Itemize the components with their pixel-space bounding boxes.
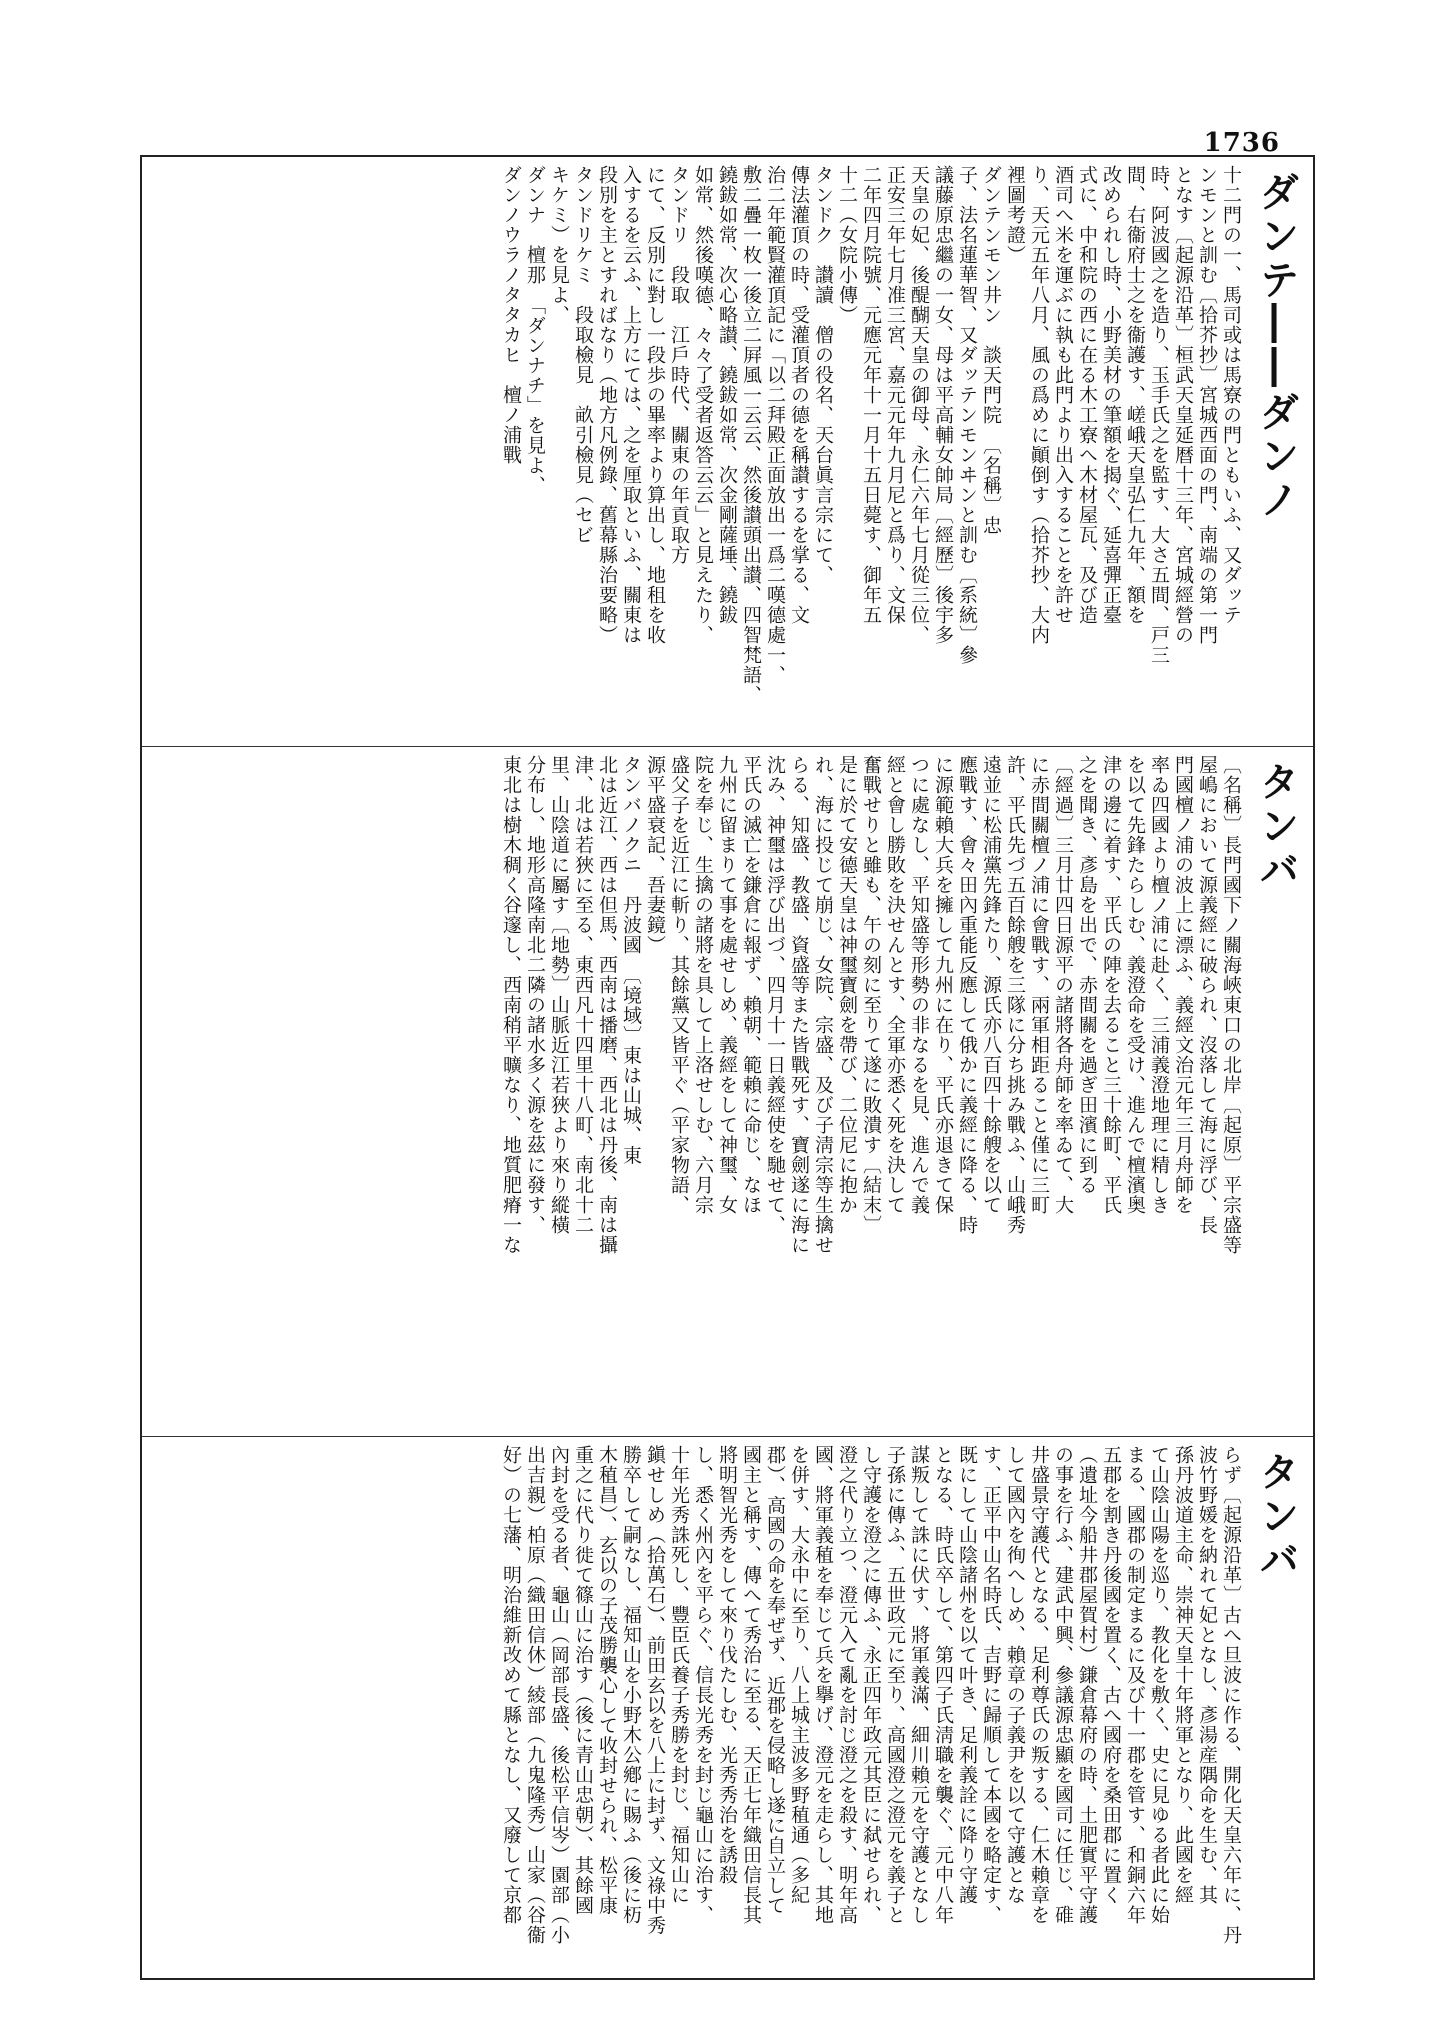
text-line: 門國檀ノ浦の波上に漂ふ、義經文治元年三月舟師を <box>1172 755 1194 1215</box>
entry-head-line: タンドク 讃讀 僧の役名、天台眞言宗にて、 <box>812 165 834 585</box>
text-line: 九州に留まりて事を處せしめ、義經をして神璽、女 <box>716 755 738 1215</box>
text-line: す、正平中山名時氏、吉野に歸順して本國を略定す、 <box>980 1445 1002 1925</box>
text-line: を併す、大永中に至り、八上城主波多野稙通（多紀 <box>788 1445 810 1905</box>
entry-head-line: タンドリ 段取 江戶時代、關東の年貢取方 <box>668 165 690 565</box>
section-3 <box>142 1437 1313 1982</box>
text-line: ンモンと訓む〔拾芥抄〕宮城西面の門、南端の第一門 <box>1196 165 1218 645</box>
text-line: 應戰す、會々田內重能反應して俄かに義經に降る、時 <box>956 755 978 1235</box>
text-line: まる、國郡の制定まるに及び十一郡を管す、和銅六年 <box>1124 1445 1146 1925</box>
text-line: 澄之代り立つ、澄元入て亂を討じ澄之を殺す、明年高 <box>836 1445 858 1925</box>
text-line: らる、知盛、教盛、資盛等また皆戰死す、寶劍遂に海に <box>788 755 810 1255</box>
text-line: し、悉く州內を平らぐ、信長光秀を封じ龜山に治す、 <box>692 1445 714 1925</box>
text-line: り、天元五年八月、風の爲めに顚倒す（拾芥抄、大内 <box>1028 165 1050 645</box>
text-line: 〔名稱〕長門國下ノ關海峽東口の北岸〔起原〕平宗盛等 <box>1220 755 1242 1255</box>
text-line: 〔經過〕三月廿四日源平の諸將各舟師を率ゐて、大 <box>1052 755 1074 1215</box>
text-line: に源範賴大兵を擁して九州に在り、平氏亦退きて保 <box>932 755 954 1215</box>
text-line: 許、平氏先づ五百餘艘を三隊に分ち挑み戰ふ、山峨秀 <box>1004 755 1026 1235</box>
text-line: 如常、然後嘆德、々々了受者返答云云」と見えたり、 <box>692 165 714 645</box>
text-line: 十年光秀誅死し、豐臣氏養子秀勝を封じ、福知山に <box>668 1445 690 1905</box>
text-line: を以て先鋒たらしむ、義澄命を受け、進んで檀濱奥 <box>1124 755 1146 1215</box>
text-line: 重之に代り徙て篠山に治す（後に青山忠朝）、其餘國 <box>572 1445 594 1916</box>
text-line: となす〔起源沿革〕桓武天皇延暦十三年、宮城經營の <box>1172 165 1194 645</box>
text-line: 酒司へ米を運ぶに執も此門より出入することを許せ <box>1052 165 1074 625</box>
text-line: 正安三年七月准三宮、嘉元元年九月尼と爲り、文保 <box>884 165 906 625</box>
text-line: 議藤原忠繼の一女、母は平高輔女帥局〔經歷〕後宇多 <box>932 165 954 645</box>
text-line: 子孫に傳ふ、五世政元に至り、高國澄之澄元を義子と <box>884 1445 906 1925</box>
text-line: 將明智光秀をして來り伐たしむ、光秀秀治を誘殺 <box>716 1445 738 1885</box>
text-line: となる、時氏卒して、第四子氏淸職を襲ぐ、元中八年 <box>932 1445 954 1925</box>
text-line: 間、右衞府士之を衞護す、嵯峨天皇弘仁九年、額を <box>1124 165 1146 625</box>
text-column-2 <box>223 755 1243 1428</box>
text-line: 平氏の滅亡を鎌倉に報ず、賴朝、範賴に命じ、なほ <box>740 755 762 1215</box>
page-number: 1736 <box>1203 128 1280 158</box>
text-line: 五郡を割き丹後國を置く、古へ國府を桑田郡に置く <box>1100 1445 1122 1905</box>
running-head-3: タンバ <box>1253 1451 1299 1583</box>
text-line: 井盛景守護代となる、足利尊氏の叛する、仁木賴章を <box>1028 1445 1050 1925</box>
text-line: 東北は樹木稠く谷邃し、西南稍平曠なり、地質肥瘠一な <box>500 755 522 1255</box>
text-line: て山陰山陽を巡り、教化を敷く、史に見ゆる者此に始 <box>1148 1445 1170 1925</box>
text-line: し守護を澄之に傳ふ、永正四年政元其臣に弑せられ、 <box>860 1445 882 1925</box>
text-line: 勝卒して嗣なし、福知山を小野木公鄕に賜ふ（後に杤 <box>620 1445 642 1925</box>
text-line: 出吉親）柏原（織田信休）綾部（九鬼隆秀）山家（谷衞 <box>524 1445 546 1945</box>
text-line: 國、將軍義稙を奉じて兵を擧げ、澄元を走らし、其地 <box>812 1445 834 1925</box>
text-column-1 <box>283 165 1243 738</box>
entry-head-line: ダンノウラノタタカヒ 檀ノ浦戰 <box>500 165 522 465</box>
text-line: 鐃鈸如常、次心略讃、鐃鈸如常、次金剛薩埵、鐃鈸 <box>716 165 738 625</box>
section-1 <box>142 157 1313 747</box>
text-line: 奮戰せりと雖も、午の刻に至りて遂に敗潰す〔結末〕 <box>860 755 882 1235</box>
text-line: 源平盛衰記、吾妻鏡） <box>644 755 666 955</box>
text-line: 時、阿波國之を造り、玉手氏之を監す、大さ五間、戸三 <box>1148 165 1170 665</box>
text-line: 是に於て安德天皇は神璽寶劍を帶び、二位尼に抱か <box>836 755 858 1215</box>
text-line: 院を奉じ、生擒の諸將を具して上洛せしむ、六月宗 <box>692 755 714 1215</box>
text-line: 波竹野媛を納れて妃となし、彥湯産隅命を生む、其 <box>1196 1445 1218 1905</box>
running-head-2: タンバ <box>1253 761 1299 893</box>
entry-head-line: タンドリケミ 段取檢見 畝引檢見（セビ <box>572 165 594 545</box>
text-line: 孫丹波道主命、崇神天皇十年將軍となり、此國を經 <box>1172 1445 1194 1905</box>
entry-head-line: タンバノクニ 丹波國 〔境域〕東は山城、東 <box>620 755 642 1166</box>
text-line: 傳法灌頂の時、受灌頂者の德を稱讃するを掌る、文 <box>788 165 810 625</box>
text-line: つに處なし、平知盛等形勢の非なるを見、進んで義 <box>908 755 930 1215</box>
page-frame <box>140 155 1315 1980</box>
text-line: 式に、中和院の西に在る木工寮へ木材屋瓦、及び造 <box>1076 165 1098 625</box>
text-line: 木稙昌）、玄以の子茂勝襲心して收封せられ、松平康 <box>596 1445 618 1916</box>
text-line: の事を行ふ、建武中興、參議源忠顯を國司に任じ、碓 <box>1052 1445 1074 1925</box>
text-line: れ、海に投じて崩じ、女院、宗盛、及び子淸宗等生擒せ <box>812 755 834 1255</box>
text-line: 內封を受る者、龜山（岡部長盛、後松平信岑）園部（小 <box>548 1445 570 1945</box>
text-line: に赤間關檀ノ浦に會戰す、兩軍相距ること僅に三町 <box>1028 755 1050 1215</box>
text-line: 北は近江、西は但馬、西南は播磨、西北は丹後、南は攝 <box>596 755 618 1255</box>
text-line: 津、北は若狹に至る、東西凡十四里十八町、南北十二 <box>572 755 594 1235</box>
section-2 <box>142 747 1313 1437</box>
text-line: 盛父子を近江に斬り、其餘黨又皆平ぐ（平家物語、 <box>668 755 690 1215</box>
text-column-3 <box>223 1445 1243 1974</box>
text-line: らず〔起源沿革〕古へ旦波に作る、開化天皇六年に、丹 <box>1220 1445 1242 1945</box>
text-line: 段別を主とすればなり（地方凡例錄、舊幕縣治要略） <box>596 165 618 645</box>
entry-head-line: ダンナ 檀那 「ダンナチ」を見よ、 <box>524 165 546 496</box>
text-line: キケミ）を見よ、 <box>548 165 570 325</box>
text-line: 之を聞き、彥島を出で、赤間關を過ぎ田濱に到る <box>1076 755 1098 1195</box>
text-line: 天皇の妃、後醍醐天皇の御母、永仁六年七月從三位、 <box>908 165 930 645</box>
text-line: 十二（女院小傳） <box>836 165 858 325</box>
text-line: 謀叛して誅に伏す、將軍義滿、細川賴元を守護となし <box>908 1445 930 1925</box>
running-head-1: ダンテ――ダンノ <box>1253 171 1299 523</box>
text-line: して國內を徇へしめ、賴章の子義尹を以て守護とな <box>1004 1445 1026 1905</box>
text-line: 治二年範賢灌頂記に「以二拜殿正面放出一爲二嘆德處一、 <box>764 165 786 685</box>
text-line: 遠並に松浦黨先鋒たり、源氏亦八百四十餘艘を以て <box>980 755 1002 1215</box>
text-line: 屋嶋において源義經に破られ、沒落して海に浮び、長 <box>1196 755 1218 1235</box>
text-line: 沈み、神璽は浮び出づ、四月十一日義經使を馳せて、 <box>764 755 786 1235</box>
text-line: （遺址今船井郡屋賀村）鎌倉幕府の時、土肥實平守護 <box>1076 1445 1098 1925</box>
text-line: 既にして山陰諸州を以て叶き、足利義詮に降り守護 <box>956 1445 978 1905</box>
text-line: 鎭せしめ（拾萬石）、前田玄以を八上に封ず、文祿中秀 <box>644 1445 666 1936</box>
entry-head-line: ダンテンモン井ン 談天門院 〔名稱〕忠 <box>980 165 1002 536</box>
text-line: 二年四月院號、元應元年十一月十五日薨す、御年五 <box>860 165 882 625</box>
text-line: 國主と稱す、傳へて秀治に至る、天正七年織田信長其 <box>740 1445 762 1925</box>
text-line: 經と會し勝敗を決せんとす、全軍亦悉く死を決して <box>884 755 906 1215</box>
text-line: 敷二疊一枚一後立二屛風一云云、然後讃頭出讃、四智梵語、 <box>740 165 762 705</box>
text-line: 里、山陰道に屬す〔地勢〕山脈近江若狹より來り縱橫 <box>548 755 570 1235</box>
text-line: 津の邊に着す、平氏の陣を去ること三十餘町、平氏 <box>1100 755 1122 1215</box>
text-line: 改められし時、小野美材の筆額を揭ぐ、延喜彈正臺 <box>1100 165 1122 625</box>
text-line: 郡）、高國の命を奉ぜず、近郡を侵略し遂に自立して <box>764 1445 786 1916</box>
text-line: 分布し、地形高隆南北二隣の諸水多く源を茲に發す、 <box>524 755 546 1235</box>
text-line: 好）の七藩、明治維新改めて縣となし、又廢して京都 <box>500 1445 522 1925</box>
text-line: 十二門の一、馬司或は馬寮の門ともいふ、又ダッテ <box>1220 165 1242 625</box>
text-line: 入するを云ふ、上方にては、之を厘取といふ、關東は <box>620 165 642 645</box>
text-line: 裡圖考證） <box>1004 165 1026 265</box>
text-line: 子、法名蓮華智、又ダッテンモンヰンと訓む〔系統〕參 <box>956 165 978 665</box>
text-line: 率ゐ四國より檀ノ浦に赴く、三浦義澄地理に精しき <box>1148 755 1170 1215</box>
text-line: にて、反別に對し一段歩の畢率より算出し、地租を收 <box>644 165 666 645</box>
